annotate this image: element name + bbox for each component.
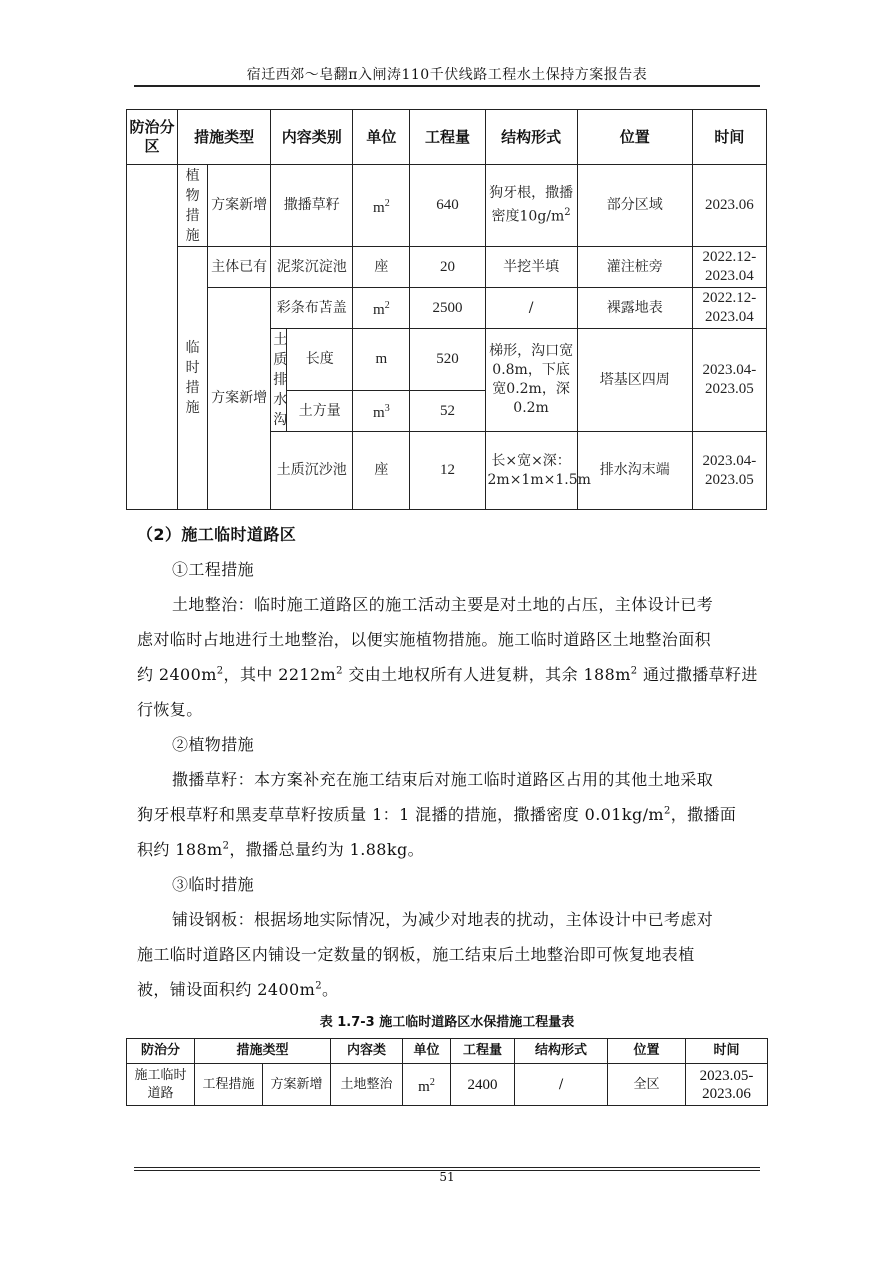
unit-cell [353,165,410,247]
superscript: 2 [222,840,230,852]
content-cell: 土地整治 [331,1064,403,1106]
table-header-row [127,1039,768,1064]
time-cell: 2023.04-2023.05 [692,329,766,432]
page-number: 51 [439,1170,455,1184]
table-row [127,288,767,329]
content-group-text: 土质排水沟 [273,332,288,428]
col-header-form: 结构形式 [515,1039,608,1064]
text-span: 通过撒播草籽进 [637,665,758,684]
type-b-cell: 方案新增 [208,288,271,510]
form-cell: 长×宽×深：2m×1m×1.5m [485,432,577,510]
col-header-content: 内容类别 [271,110,353,165]
unit-cell [403,1064,451,1106]
col-header-qty: 工程量 [451,1039,515,1064]
table-header-row [127,110,767,165]
zone-cell-empty [127,165,178,510]
subheading-plant: ②植物措施 [172,735,255,754]
table-caption: 表 1.7-3 施工临时道路区水保措施工程量表 [319,1015,575,1030]
superscript: 2 [336,665,343,677]
time-cell: 2022.12-2023.04 [692,247,766,288]
footer-rule [134,1167,760,1168]
content-cell: 泥浆沉淀池 [271,247,353,288]
unit-sup: 2 [429,1076,435,1088]
text-span: 被，铺设面积约 2400m [137,980,316,999]
col-header-zone: 防治分 [127,1039,195,1064]
col-header-loc: 位置 [577,110,692,165]
form-text: 狗牙根，撒播密度10g/m [489,185,574,225]
table-row [127,1064,768,1106]
text-span: 积约 188m [137,840,223,859]
form-cell: / [515,1064,608,1106]
text-span: 。 [321,980,339,999]
type-b-cell: 主体已有 [208,247,271,288]
col-header-qty: 工程量 [410,110,485,165]
col-header-loc: 位置 [608,1039,686,1064]
header-rule [134,85,760,87]
unit-cell: 座 [353,432,410,510]
qty-cell: 2500 [410,288,485,329]
unit-sup: 2 [384,300,390,311]
type-a-cell: 工程措施 [195,1064,263,1106]
paragraph-line: 撒播草籽：本方案补充在施工结束后对施工临时道路区占用的其他土地采取 [172,770,714,789]
unit-text: m [418,1078,430,1095]
loc-cell: 塔基区四周 [577,329,692,432]
type-b-cell: 方案新增 [208,165,271,247]
type-b-cell: 方案新增 [263,1064,331,1106]
unit-cell [353,288,410,329]
unit-sup: 3 [384,403,390,414]
type-a-text: 临时措施 [185,340,200,416]
form-cell: 半挖半填 [485,247,577,288]
unit-text: m [373,405,385,421]
form-cell: / [485,288,577,329]
text-span: 狗牙根草籽和黑麦草草籽按质量 1：1 混播的措施，撒播密度 0.01kg/m [137,805,664,824]
unit-cell: 座 [353,247,410,288]
superscript: 2 [663,805,671,817]
measures-table-1 [126,109,767,510]
col-header-type: 措施类型 [195,1039,331,1064]
time-cell: 2023.04-2023.05 [692,432,766,510]
form-cell [485,165,577,247]
unit-text: m [373,302,385,318]
superscript: 2 [216,665,224,677]
text-span: ，其中 2212m [223,665,337,684]
type-a-text: 植物措施 [185,167,200,244]
unit-cell: m [353,329,410,391]
unit-cell [353,391,410,432]
unit-text: m [373,199,385,216]
content-cell: 土质沉沙池 [271,432,353,510]
text-span: ，撒播总量约为 1.88kg。 [229,840,425,859]
subheading-engineering: ①工程措施 [172,560,255,579]
paragraph-line [137,977,338,1000]
content-cell: 长度 [287,329,353,391]
loc-cell: 全区 [608,1064,686,1106]
loc-cell: 部分区域 [577,165,692,247]
col-header-time: 时间 [686,1039,768,1064]
qty-cell: 52 [410,391,485,432]
superscript: 2 [630,665,638,677]
time-cell: 2022.12-2023.04 [692,288,766,329]
paragraph-line [137,802,736,825]
type-a-cell [178,247,208,510]
col-header-unit: 单位 [403,1039,451,1064]
section-heading: （2）施工临时道路区 [137,525,297,544]
zone-cell: 施工临时道路 [127,1064,195,1106]
text-span: ，撒播面 [670,805,737,824]
loc-cell: 排水沟末端 [577,432,692,510]
form-cell: 梯形，沟口宽0.8m，下底宽0.2m，深0.2m [485,329,577,432]
table-row [127,165,767,247]
table-row [127,247,767,288]
time-cell: 2023.05-2023.06 [686,1064,768,1106]
type-a-cell [178,165,208,247]
content-cell: 撒播草籽 [271,165,353,247]
unit-sup: 2 [384,197,390,209]
page-header: 宿迁西郊～皂翻π入闸涛110千伏线路工程水土保持方案报告表 [246,67,648,83]
qty-cell: 2400 [451,1064,515,1106]
qty-cell: 12 [410,432,485,510]
loc-cell: 裸露地表 [577,288,692,329]
paragraph-line: 土地整治：临时施工道路区的施工活动主要是对土地的占压，主体设计已考 [172,595,714,614]
loc-cell: 灌注桩旁 [577,247,692,288]
text-span: 交由土地权所有人进复耕，其余 188m [342,665,631,684]
paragraph-line: 虑对临时占地进行土地整治，以便实施植物措施。施工临时道路区土地整治面积 [137,630,712,649]
col-header-content: 内容类 [331,1039,403,1064]
content-cell: 彩条布苫盖 [271,288,353,329]
form-sup: 2 [564,207,571,219]
col-header-zone: 防治分区 [127,110,178,165]
measures-table-2 [126,1038,768,1106]
paragraph-line [137,837,424,860]
paragraph-line [137,662,758,685]
col-header-unit: 单位 [353,110,410,165]
time-cell: 2023.06 [692,165,766,247]
subheading-temporary: ③临时措施 [172,875,255,894]
content-cell: 土方量 [287,391,353,432]
col-header-form: 结构形式 [485,110,577,165]
superscript: 2 [315,980,322,992]
paragraph-line: 施工临时道路区内铺设一定数量的钢板，施工结束后土地整治即可恢复地表植 [137,945,695,964]
paragraph-line: 行恢复。 [137,700,203,719]
qty-cell: 520 [410,329,485,391]
col-header-time: 时间 [692,110,766,165]
col-header-type: 措施类型 [178,110,271,165]
paragraph-line: 铺设钢板：根据场地实际情况，为减少对地表的扰动，主体设计中已考虑对 [172,910,714,929]
qty-cell: 640 [410,165,485,247]
content-group-cell [271,329,287,432]
text-span: 约 2400m [137,665,217,684]
qty-cell: 20 [410,247,485,288]
